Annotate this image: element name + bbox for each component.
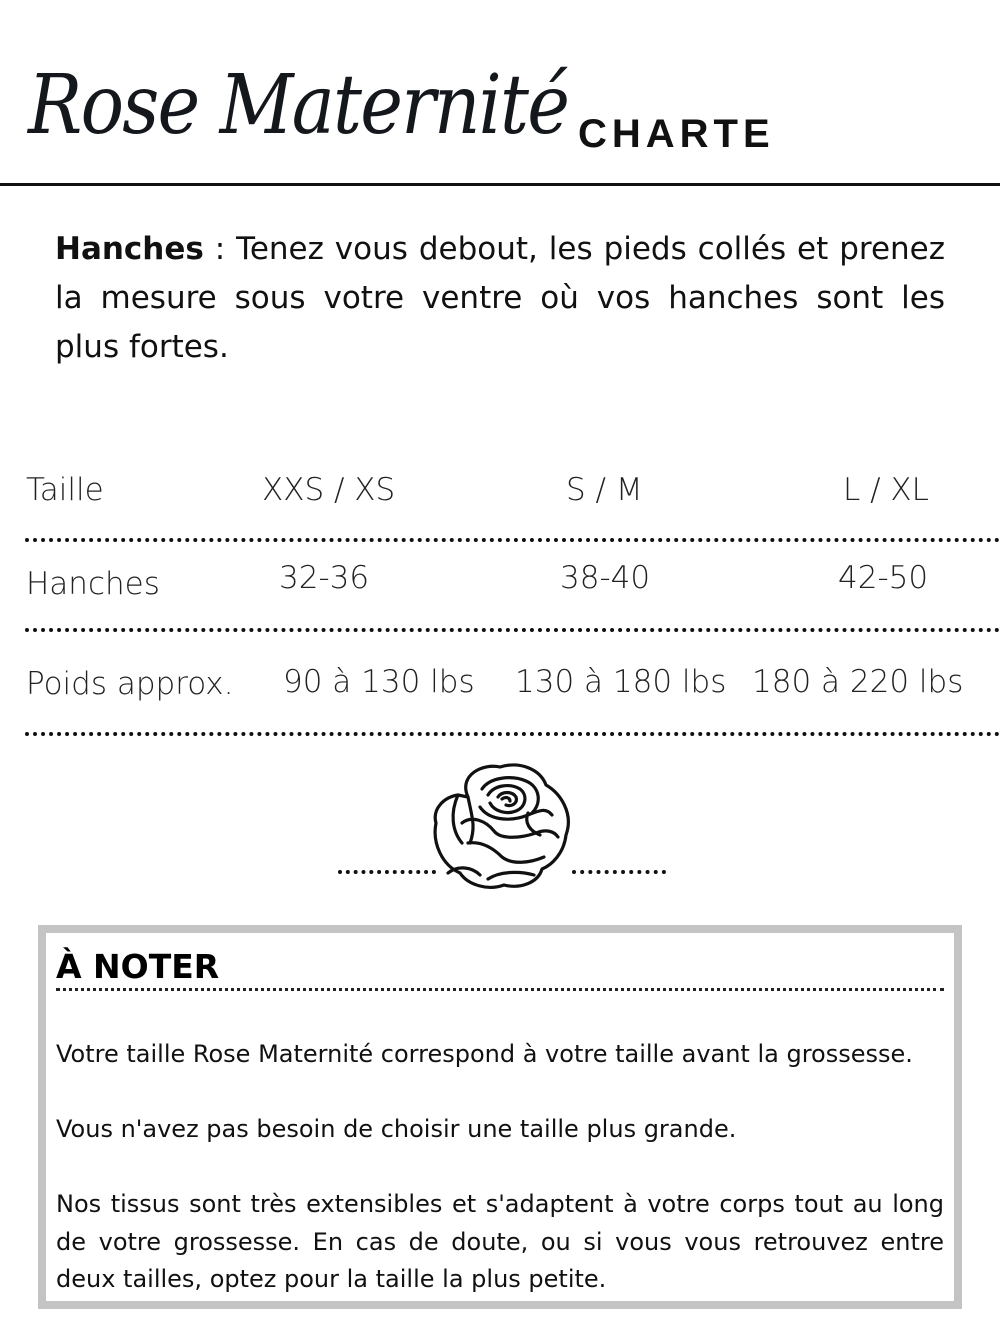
note-box <box>38 925 962 1309</box>
column-header-s-m: S / M <box>566 472 643 508</box>
brand-logo: Rose Maternité <box>28 58 569 153</box>
page-title: CHARTE <box>578 112 775 156</box>
dotted-line-left <box>338 870 436 874</box>
table-header-row <box>0 472 1000 532</box>
header-divider <box>0 183 1000 186</box>
rose-divider <box>330 755 670 895</box>
weight-xxs-xs: 90 à 130 lbs <box>283 664 475 700</box>
instruction-separator: : <box>203 231 237 267</box>
row-divider <box>25 538 1000 542</box>
note-paragraph: Nos tissus sont très extensibles et s'adaptent à votre corps tout au long de votre grossesse. En cas de doute, ou si vous vous retrouvez entre deux tailles, optez pour la taille la plus petite. <box>56 1190 944 1293</box>
note-title: À NOTER <box>56 947 220 986</box>
column-header-xxs-xs: XXS / XS <box>262 472 396 508</box>
hip-measurement-instructions <box>55 225 945 372</box>
row-label-hips: Hanches <box>26 566 160 602</box>
rose-icon <box>428 757 578 895</box>
hips-s-m: 38-40 <box>560 560 651 596</box>
instruction-term: Hanches <box>55 231 204 267</box>
note-paragraph: Votre taille Rose Maternité correspond à votre taille avant la grossesse. <box>56 1040 913 1068</box>
column-header-size: Taille <box>26 472 104 508</box>
note-paragraph: Vous n'avez pas besoin de choisir une taille plus grande. <box>56 1115 737 1143</box>
dotted-line-right <box>572 870 666 874</box>
row-label-weight: Poids approx. <box>26 666 234 702</box>
hips-l-xl: 42-50 <box>838 560 929 596</box>
weight-s-m: 130 à 180 lbs <box>515 664 727 700</box>
table-row <box>0 664 1000 724</box>
table-row <box>0 560 1000 620</box>
note-title-divider <box>56 988 944 991</box>
hips-xxs-xs: 32-36 <box>279 560 370 596</box>
column-header-l-xl: L / XL <box>843 472 929 508</box>
row-divider <box>25 628 1000 632</box>
weight-l-xl: 180 à 220 lbs <box>752 664 964 700</box>
row-divider <box>25 732 1000 736</box>
page-header <box>0 0 1000 188</box>
instruction-text: Tenez vous debout, les pieds collés et prenez la mesure sous votre ventre où vos hanches sont les plus fortes. <box>55 231 946 365</box>
